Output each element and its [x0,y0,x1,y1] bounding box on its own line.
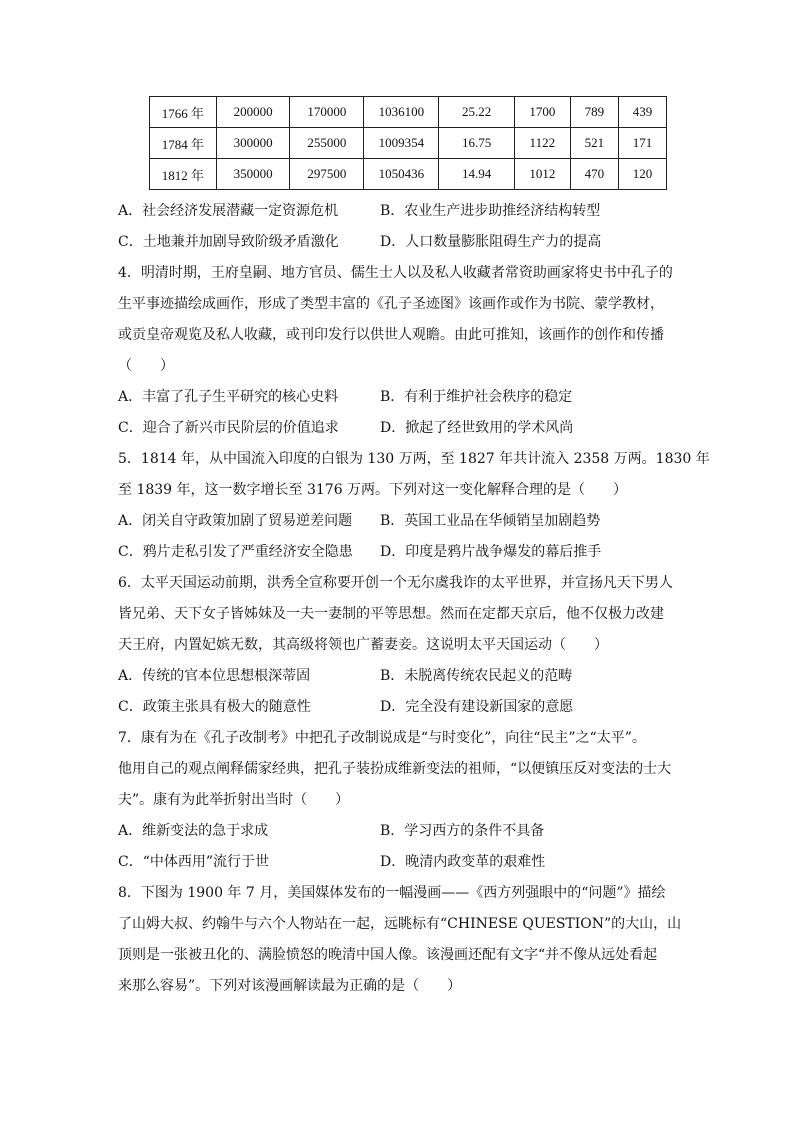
table-cell: 1784 年 [150,128,217,159]
q6-stem-line: 天王府，内置妃嫔无数，其高级将领也广蓄妻妾。这说明太平天国运动（ ） [118,637,608,653]
table-row [150,97,667,128]
table-cell: 171 [618,128,666,159]
q3-option-a[interactable]: A．社会经济发展潜藏一定资源危机 [118,203,339,219]
questions-block [118,196,710,1002]
q3-option-d[interactable]: D．人口数量膨胀阻碍生产力的提高 [380,234,602,250]
q4-stem-line: 或贡皇帝观览及私人收藏，或刊印发行以供世人观瞻。由此可推知，该画作的创作和传播 [118,327,664,343]
table-cell: 1036100 [364,97,439,128]
table-cell: 1122 [514,128,570,159]
q8-stem-line: 顶则是一张被丑化的、满脸愤怒的晚清中国人像。该漫画还配有文字“并不像从远处看起 [118,947,658,963]
table-cell: 350000 [216,159,290,190]
table-cell: 1009354 [364,128,439,159]
table-cell: 439 [618,97,666,128]
q4-option-d[interactable]: D．掀起了经世致用的学术风尚 [380,420,574,436]
q7-options-row-2 [118,847,678,878]
q7-option-d[interactable]: D．晚清内政变革的艰难性 [380,854,546,870]
table-cell: 170000 [290,97,364,128]
q3-option-b[interactable]: B．农业生产进步助推经济结构转型 [380,203,601,219]
q5-stem-line: 5．1814 年，从中国流入印度的白银为 130 万两，至 1827 年共计流入 2358 万两。1830 年 [118,451,710,467]
q4-option-a[interactable]: A．丰富了孔子生平研究的核心史料 [118,389,339,405]
q3-option-c[interactable]: C．土地兼并加剧导致阶级矛盾激化 [118,234,339,250]
q7-stem-line: 他用自己的观点阐释儒家经典，把孔子装扮成维新变法的祖师，“以便镇压反对变法的士大 [118,761,672,777]
q7-option-c[interactable]: C．“中体西用”流行于世 [118,854,270,870]
q7-option-b[interactable]: B．学习西方的条件不具备 [380,823,545,839]
q6-option-b[interactable]: B．未脱离传统农民起义的范畴 [380,668,573,684]
table-row [150,159,667,190]
q8-stem-line: 8．下图为 1900 年 7 月，美国媒体发布的一幅漫画——《西方列强眼中的“问题”》描绘 [118,885,666,901]
q6-option-d[interactable]: D．完全没有建设新国家的意愿 [380,699,574,715]
q4-stem-line: 生平事迹描绘成画作，形成了类型丰富的《孔子圣迹图》该画作或作为书院、蒙学教材， [118,296,664,312]
q6-stem-line: 皆兄弟、天下女子皆姊妹及一夫一妻制的平等思想。然而在定都天京后，他不仅极力改建 [118,606,664,622]
q5-option-c[interactable]: C．鸦片走私引发了严重经济安全隐患 [118,544,353,560]
q3-options-row-2 [118,227,678,258]
table-cell: 789 [570,97,618,128]
q6-options-row-2 [118,692,678,723]
table-cell: 300000 [216,128,290,159]
table-cell: 470 [570,159,618,190]
q4-option-b[interactable]: B．有利于维护社会秩序的稳定 [380,389,573,405]
table-cell: 297500 [290,159,364,190]
q5-stem-line: 至 1839 年，这一数字增长至 3176 万两。下列对这一变化解释合理的是（ ） [118,482,628,498]
q7-option-a[interactable]: A．维新变法的急于求成 [118,823,269,839]
q5-options-row-1 [118,506,678,537]
table-cell: 16.75 [439,128,514,159]
table-row [150,128,667,159]
table-cell: 1012 [514,159,570,190]
table-cell: 1766 年 [150,97,217,128]
q5-option-b[interactable]: B．英国工业品在华倾销呈加剧趋势 [380,513,601,529]
q8-stem-line: 来那么容易”。下列对该漫画解读最为正确的是（ ） [118,978,462,994]
q7-stem-line: 夫”。康有为此举折射出当时（ ） [118,792,350,808]
table-cell: 521 [570,128,618,159]
table-cell: 120 [618,159,666,190]
q6-stem-line: 6．太平天国运动前期，洪秀全宣称要开创一个无尔虞我诈的太平世界，并宣扬凡天下男人 [118,575,673,591]
table-cell: 1700 [514,97,570,128]
q4-stem-line: 4．明清时期，王府皇嗣、地方官员、儒生士人以及私人收藏者常资助画家将史书中孔子的 [118,265,673,281]
table-cell: 1812 年 [150,159,217,190]
q3-options-row-1 [118,196,678,227]
table-cell: 25.22 [439,97,514,128]
table-cell: 255000 [290,128,364,159]
q4-stem-line: （ ） [118,358,174,374]
data-table [149,96,667,190]
q8-stem-line: 了山姆大叔、约翰牛与六个人物站在一起，远眺标有“CHINESE QUESTION”的大山，山 [118,916,682,932]
q6-options-row-1 [118,661,678,692]
table-cell: 200000 [216,97,290,128]
q5-option-a[interactable]: A．闭关自守政策加剧了贸易逆差问题 [118,513,353,529]
q4-options-row-2 [118,413,678,444]
table-cell: 1050436 [364,159,439,190]
table-cell: 14.94 [439,159,514,190]
q5-options-row-2 [118,537,678,568]
q4-options-row-1 [118,382,678,413]
q6-option-a[interactable]: A．传统的官本位思想根深蒂固 [118,668,311,684]
q6-option-c[interactable]: C．政策主张具有极大的随意性 [118,699,311,715]
q7-stem-line: 7．康有为在《孔子改制考》中把孔子改制说成是“与时变化”，向往“民主”之“太平”。 [118,730,646,746]
q7-options-row-1 [118,816,678,847]
q5-option-d[interactable]: D．印度是鸦片战争爆发的幕后推手 [380,544,602,560]
q4-option-c[interactable]: C．迎合了新兴市民阶层的价值追求 [118,420,339,436]
